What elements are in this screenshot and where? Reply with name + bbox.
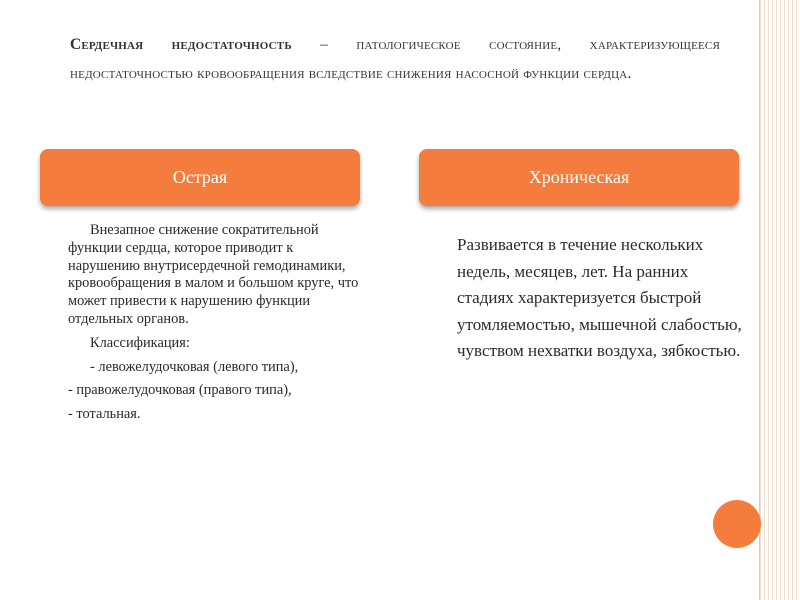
classification-item: - правожелудочковая (правого типа), bbox=[68, 382, 292, 399]
decorative-stripes bbox=[760, 0, 800, 600]
chronic-header bbox=[419, 149, 739, 206]
decorative-circle bbox=[713, 500, 761, 548]
chronic-description: Развивается в течение нескольких недель, месяцев, лет. На ранних стадиях характеризуется быстрой утомляемостью, мышечной слабостью, чувством нехватки воздуха, зябкостью. bbox=[457, 235, 742, 360]
classification-item: - левожелудочковая (левого типа), bbox=[90, 358, 299, 375]
acute-header bbox=[40, 149, 360, 206]
acute-label: Острая bbox=[172, 167, 228, 187]
decorative-rule bbox=[759, 0, 760, 600]
classification-item: - тотальная. bbox=[68, 406, 141, 423]
slide-title bbox=[70, 30, 720, 88]
acute-content bbox=[68, 222, 368, 424]
classification-label: Классификация: bbox=[90, 334, 190, 351]
title-lead: Сердечная недостаточность bbox=[70, 36, 292, 53]
chronic-label: Хроническая bbox=[528, 167, 630, 187]
title-definition: – патологическое состояние, характеризующееся недостаточностью кровообращения вследствие снижения насосной функции сердца. bbox=[70, 36, 721, 82]
acute-description: Внезапное снижение сократительной функции сердца, которое приводит к нарушению внутрисердечной гемодинамики, кровообращения в малом и большом круге, что может привести к нарушению функции отдельных органов. bbox=[68, 222, 359, 327]
